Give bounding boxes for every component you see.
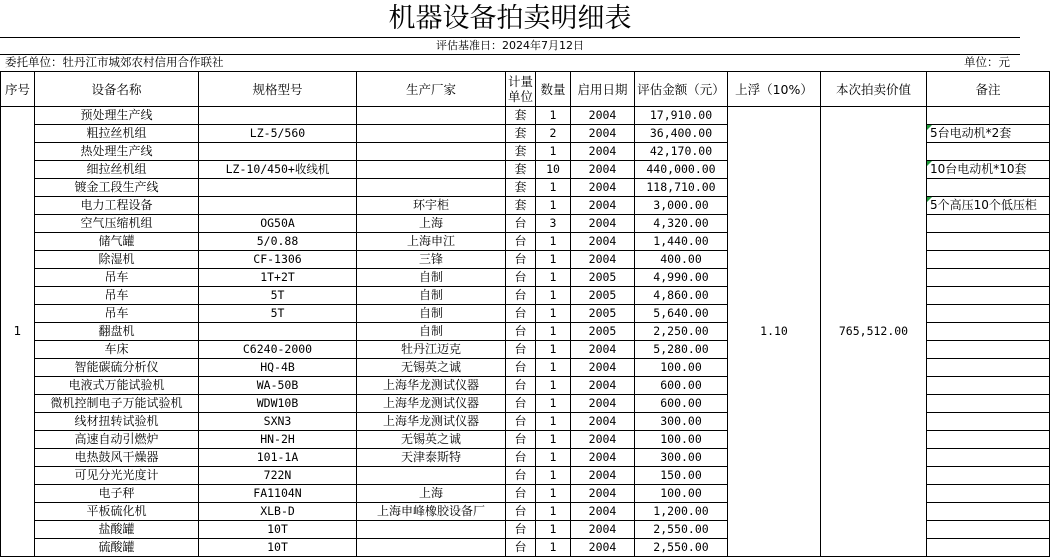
cell-maker: 牡丹江迈克 <box>357 341 506 359</box>
meta-row <box>0 54 1020 71</box>
cell-maker <box>357 467 506 485</box>
header-price: 本次拍卖价值 <box>821 72 927 107</box>
cell-model: 722N <box>199 467 357 485</box>
cell-date: 2004 <box>571 449 635 467</box>
cell-name: 镀金工段生产线 <box>35 179 199 197</box>
cell-remark <box>927 413 1050 431</box>
cell-remark <box>927 359 1050 377</box>
cell-value: 100.00 <box>635 431 728 449</box>
cell-unit: 台 <box>506 215 536 233</box>
cell-qty: 1 <box>536 431 571 449</box>
cell-unit: 台 <box>506 251 536 269</box>
cell-model <box>199 197 357 215</box>
cell-model: HQ-4B <box>199 359 357 377</box>
cell-name: 高速自动引燃炉 <box>35 431 199 449</box>
cell-qty: 1 <box>536 197 571 215</box>
cell-unit: 台 <box>506 503 536 521</box>
cell-date: 2004 <box>571 125 635 143</box>
cell-unit: 台 <box>506 359 536 377</box>
cell-qty: 1 <box>536 485 571 503</box>
cell-value: 100.00 <box>635 485 728 503</box>
cell-value: 5,640.00 <box>635 305 728 323</box>
cell-qty: 1 <box>536 341 571 359</box>
cell-value: 2,550.00 <box>635 539 728 557</box>
cell-remark <box>927 521 1050 539</box>
cell-qty: 1 <box>536 269 571 287</box>
cell-date: 2005 <box>571 305 635 323</box>
cell-unit: 套 <box>506 197 536 215</box>
cell-value: 17,910.00 <box>635 107 728 125</box>
cell-maker: 环宇柜 <box>357 197 506 215</box>
cell-name: 储气罐 <box>35 233 199 251</box>
cell-date: 2004 <box>571 143 635 161</box>
cell-date: 2004 <box>571 161 635 179</box>
cell-unit: 套 <box>506 161 536 179</box>
cell-value: 42,170.00 <box>635 143 728 161</box>
cell-date: 2004 <box>571 395 635 413</box>
cell-maker: 自制 <box>357 269 506 287</box>
cell-value: 600.00 <box>635 395 728 413</box>
cell-date: 2004 <box>571 521 635 539</box>
cell-date: 2004 <box>571 503 635 521</box>
cell-unit: 台 <box>506 341 536 359</box>
cell-maker: 上海华龙测试仪器 <box>357 377 506 395</box>
cell-unit: 台 <box>506 413 536 431</box>
header-seq: 序号 <box>1 72 35 107</box>
cell-name: 热处理生产线 <box>35 143 199 161</box>
cell-model: 5T <box>199 287 357 305</box>
cell-model: FA1104N <box>199 485 357 503</box>
cell-qty: 1 <box>536 503 571 521</box>
cell-name: 车床 <box>35 341 199 359</box>
header-remark: 备注 <box>927 72 1050 107</box>
cell-remark <box>927 143 1050 161</box>
cell-price: 765,512.00 <box>821 107 927 557</box>
cell-maker: 上海申江 <box>357 233 506 251</box>
cell-qty: 1 <box>536 539 571 557</box>
header-unit <box>506 72 536 107</box>
cell-maker <box>357 179 506 197</box>
cell-maker: 自制 <box>357 305 506 323</box>
cell-date: 2004 <box>571 431 635 449</box>
cell-unit: 套 <box>506 107 536 125</box>
cell-maker: 上海申峰橡胶设备厂 <box>357 503 506 521</box>
cell-maker: 上海华龙测试仪器 <box>357 395 506 413</box>
cell-model: CF-1306 <box>199 251 357 269</box>
cell-value: 2,550.00 <box>635 521 728 539</box>
unit-label: 单位：元 <box>964 55 1010 69</box>
cell-value: 150.00 <box>635 467 728 485</box>
cell-unit: 台 <box>506 521 536 539</box>
cell-remark <box>927 323 1050 341</box>
cell-date: 2004 <box>571 359 635 377</box>
cell-model <box>199 179 357 197</box>
cell-name: 盐酸罐 <box>35 521 199 539</box>
header-value: 评估金额（元） <box>635 72 728 107</box>
cell-model: 1T+2T <box>199 269 357 287</box>
cell-unit: 台 <box>506 449 536 467</box>
cell-name: 微机控制电子万能试验机 <box>35 395 199 413</box>
cell-maker <box>357 107 506 125</box>
cell-date: 2004 <box>571 485 635 503</box>
cell-name: 智能碳硫分析仪 <box>35 359 199 377</box>
header-qty: 数量 <box>536 72 571 107</box>
equipment-table <box>0 71 1050 557</box>
cell-qty: 1 <box>536 305 571 323</box>
cell-value: 2,250.00 <box>635 323 728 341</box>
cell-remark <box>927 431 1050 449</box>
cell-qty: 3 <box>536 215 571 233</box>
cell-value: 1,440.00 <box>635 233 728 251</box>
cell-value: 600.00 <box>635 377 728 395</box>
cell-maker: 三锋 <box>357 251 506 269</box>
cell-date: 2004 <box>571 197 635 215</box>
header-start-date: 启用日期 <box>571 72 635 107</box>
header-unit-line2: 单位 <box>507 89 533 104</box>
cell-date: 2004 <box>571 215 635 233</box>
cell-remark: 10台电动机*10套 <box>927 161 1050 179</box>
cell-date: 2005 <box>571 323 635 341</box>
header-row <box>1 72 1050 107</box>
cell-unit: 台 <box>506 233 536 251</box>
cell-maker: 上海 <box>357 215 506 233</box>
header-float: 上浮（10%） <box>728 72 821 107</box>
cell-maker <box>357 161 506 179</box>
cell-qty: 1 <box>536 179 571 197</box>
cell-value: 4,320.00 <box>635 215 728 233</box>
cell-remark <box>927 395 1050 413</box>
cell-value: 4,860.00 <box>635 287 728 305</box>
cell-remark <box>927 341 1050 359</box>
cell-remark <box>927 215 1050 233</box>
table-row <box>1 107 1050 125</box>
cell-remark <box>927 467 1050 485</box>
cell-value: 440,000.00 <box>635 161 728 179</box>
cell-maker <box>357 125 506 143</box>
cell-qty: 1 <box>536 467 571 485</box>
cell-remark <box>927 233 1050 251</box>
cell-date: 2004 <box>571 341 635 359</box>
cell-value: 118,710.00 <box>635 179 728 197</box>
cell-unit: 台 <box>506 467 536 485</box>
cell-unit: 台 <box>506 431 536 449</box>
valuation-date: 评估基准日：2024年7月12日 <box>436 39 584 52</box>
cell-name: 翻盘机 <box>35 323 199 341</box>
cell-model: 10T <box>199 521 357 539</box>
cell-remark <box>927 179 1050 197</box>
cell-model: LZ-5/560 <box>199 125 357 143</box>
cell-maker: 无锡英之诚 <box>357 359 506 377</box>
cell-unit: 套 <box>506 179 536 197</box>
cell-name: 平板硫化机 <box>35 503 199 521</box>
cell-qty: 1 <box>536 143 571 161</box>
cell-remark <box>927 449 1050 467</box>
cell-value: 1,200.00 <box>635 503 728 521</box>
cell-qty: 1 <box>536 377 571 395</box>
cell-unit: 台 <box>506 395 536 413</box>
cell-date: 2004 <box>571 251 635 269</box>
cell-name: 除湿机 <box>35 251 199 269</box>
cell-qty: 1 <box>536 107 571 125</box>
cell-maker: 天津泰斯特 <box>357 449 506 467</box>
cell-name: 预处理生产线 <box>35 107 199 125</box>
cell-value: 100.00 <box>635 359 728 377</box>
cell-maker: 无锡英之诚 <box>357 431 506 449</box>
cell-qty: 1 <box>536 287 571 305</box>
cell-maker <box>357 521 506 539</box>
cell-qty: 1 <box>536 233 571 251</box>
cell-unit: 台 <box>506 485 536 503</box>
cell-remark <box>927 251 1050 269</box>
cell-model: 5T <box>199 305 357 323</box>
cell-name: 可见分光光度计 <box>35 467 199 485</box>
cell-remark <box>927 377 1050 395</box>
cell-remark <box>927 269 1050 287</box>
page-title: 机器设备拍卖明细表 <box>388 3 632 34</box>
cell-model: XLB-D <box>199 503 357 521</box>
header-name: 设备名称 <box>35 72 199 107</box>
cell-maker: 自制 <box>357 323 506 341</box>
cell-date: 2004 <box>571 377 635 395</box>
cell-qty: 1 <box>536 359 571 377</box>
cell-remark <box>927 305 1050 323</box>
cell-model: C6240-2000 <box>199 341 357 359</box>
cell-date: 2004 <box>571 233 635 251</box>
cell-unit: 台 <box>506 323 536 341</box>
cell-unit: 套 <box>506 125 536 143</box>
cell-date: 2004 <box>571 467 635 485</box>
cell-remark <box>927 485 1050 503</box>
cell-float: 1.10 <box>728 107 821 557</box>
cell-remark <box>927 107 1050 125</box>
cell-date: 2004 <box>571 413 635 431</box>
client-label: 委托单位：牡丹江市城郊农村信用合作联社 <box>5 55 224 69</box>
cell-remark <box>927 287 1050 305</box>
cell-qty: 1 <box>536 413 571 431</box>
cell-remark <box>927 539 1050 557</box>
cell-name: 电热鼓风干燥器 <box>35 449 199 467</box>
cell-unit: 套 <box>506 143 536 161</box>
cell-value: 3,000.00 <box>635 197 728 215</box>
cell-qty: 1 <box>536 521 571 539</box>
cell-model: HN-2H <box>199 431 357 449</box>
cell-value: 300.00 <box>635 413 728 431</box>
cell-value: 4,990.00 <box>635 269 728 287</box>
cell-value: 5,280.00 <box>635 341 728 359</box>
cell-name: 粗拉丝机组 <box>35 125 199 143</box>
cell-maker <box>357 143 506 161</box>
cell-name: 细拉丝机组 <box>35 161 199 179</box>
cell-model: WA-50B <box>199 377 357 395</box>
cell-date: 2005 <box>571 287 635 305</box>
header-maker: 生产厂家 <box>357 72 506 107</box>
cell-seq: 1 <box>1 107 35 557</box>
cell-model <box>199 107 357 125</box>
cell-qty: 10 <box>536 161 571 179</box>
cell-date: 2004 <box>571 179 635 197</box>
header-unit-line1: 计量 <box>507 74 533 89</box>
cell-date: 2004 <box>571 107 635 125</box>
cell-name: 电液式万能试验机 <box>35 377 199 395</box>
cell-model: 10T <box>199 539 357 557</box>
cell-value: 300.00 <box>635 449 728 467</box>
cell-qty: 1 <box>536 449 571 467</box>
cell-model <box>199 143 357 161</box>
cell-date: 2004 <box>571 539 635 557</box>
cell-date: 2005 <box>571 269 635 287</box>
cell-name: 空气压缩机组 <box>35 215 199 233</box>
cell-unit: 台 <box>506 539 536 557</box>
cell-qty: 1 <box>536 251 571 269</box>
cell-name: 吊车 <box>35 305 199 323</box>
cell-model: LZ-10/450+收线机 <box>199 161 357 179</box>
cell-model <box>199 323 357 341</box>
cell-maker: 上海华龙测试仪器 <box>357 413 506 431</box>
cell-qty: 2 <box>536 125 571 143</box>
cell-unit: 台 <box>506 377 536 395</box>
cell-unit: 台 <box>506 305 536 323</box>
cell-qty: 1 <box>536 395 571 413</box>
cell-name: 电子秤 <box>35 485 199 503</box>
cell-maker: 上海 <box>357 485 506 503</box>
cell-model: OG50A <box>199 215 357 233</box>
cell-remark <box>927 503 1050 521</box>
cell-name: 吊车 <box>35 269 199 287</box>
cell-remark: 5个高压10个低压柜 <box>927 197 1050 215</box>
cell-value: 400.00 <box>635 251 728 269</box>
cell-name: 吊车 <box>35 287 199 305</box>
cell-value: 36,400.00 <box>635 125 728 143</box>
cell-qty: 1 <box>536 323 571 341</box>
cell-name: 电力工程设备 <box>35 197 199 215</box>
cell-name: 硫酸罐 <box>35 539 199 557</box>
cell-maker: 自制 <box>357 287 506 305</box>
cell-remark: 5台电动机*2套 <box>927 125 1050 143</box>
cell-maker <box>357 539 506 557</box>
cell-model: WDW10B <box>199 395 357 413</box>
cell-name: 线材扭转试验机 <box>35 413 199 431</box>
cell-model: 5/0.88 <box>199 233 357 251</box>
cell-model: SXN3 <box>199 413 357 431</box>
cell-model: 101-1A <box>199 449 357 467</box>
cell-unit: 台 <box>506 269 536 287</box>
cell-unit: 台 <box>506 287 536 305</box>
header-model: 规格型号 <box>199 72 357 107</box>
